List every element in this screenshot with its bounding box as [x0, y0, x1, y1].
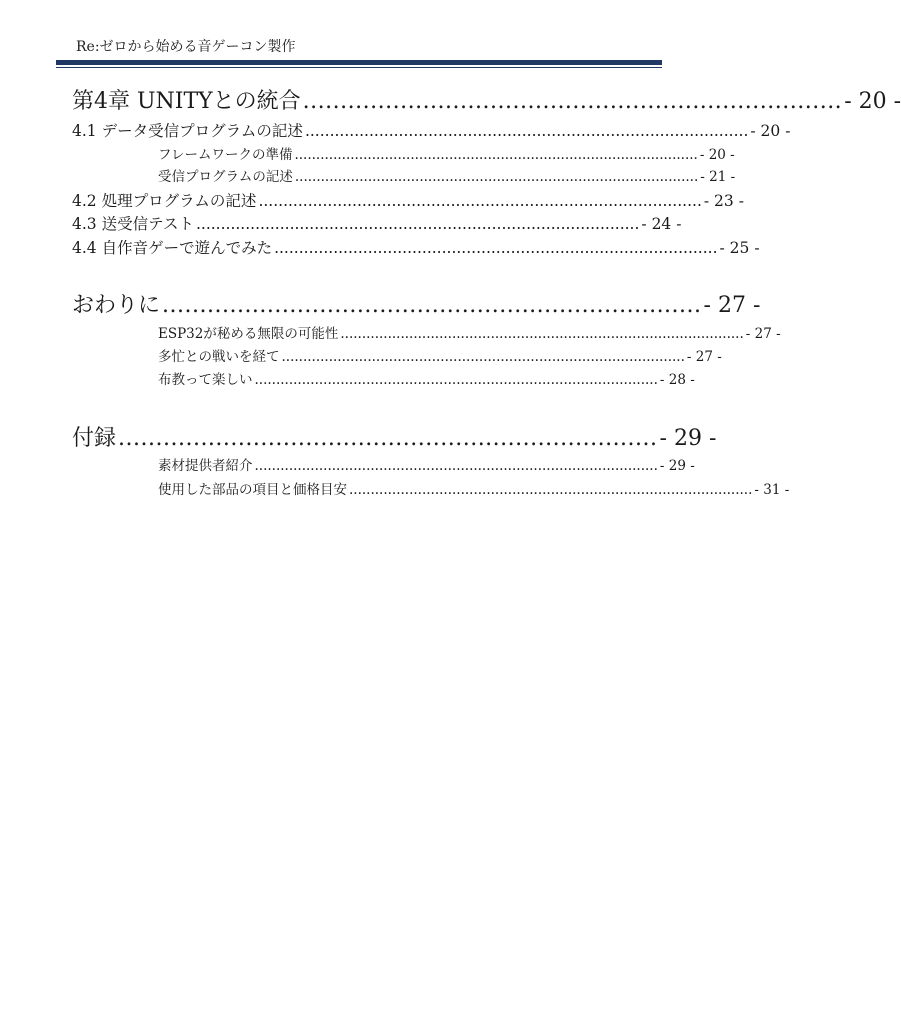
- toc-entry-label: フレームワークの準備: [158, 147, 293, 163]
- toc-entry-label: 多忙との戦いを経て: [158, 349, 280, 365]
- toc-page-number: - 27 -: [686, 349, 722, 365]
- toc-leader-dots: ..........................................................................................: [274, 239, 718, 257]
- toc-page-number: - 21 -: [700, 169, 736, 185]
- toc-entry-label: 4.1 データ受信プログラムの記述: [72, 122, 303, 140]
- header-rule: [56, 60, 662, 65]
- toc-entry-label: 付録: [72, 426, 117, 451]
- toc-page-number: - 28 -: [659, 372, 695, 388]
- toc-entry-label: 受信プログラムの記述: [158, 169, 293, 185]
- header-rule-thin: [56, 67, 662, 68]
- toc-page-number: - 27 -: [703, 293, 761, 318]
- toc-entry-chapter4[interactable]: [72, 88, 901, 116]
- toc-leader-dots: ..............................................................................................: [254, 458, 658, 474]
- toc-entry-section-4-2[interactable]: [72, 190, 744, 212]
- toc-leader-dots: ..............................................................................................: [340, 326, 744, 342]
- toc-page-number: - 23 -: [703, 192, 744, 210]
- toc-leader-dots: ..............................................................................................: [294, 169, 699, 185]
- toc-leader-dots: ........................................................................: [118, 426, 658, 451]
- toc-page-number: - 31 -: [754, 482, 790, 498]
- toc-page-number: - 29 -: [659, 458, 695, 474]
- toc-leader-dots: ..........................................................................................: [258, 192, 702, 210]
- running-header-title: Re:ゼロから始める音ゲーコン製作: [76, 39, 296, 55]
- toc-entry-label: 使用した部品の項目と価格目安: [158, 482, 347, 498]
- toc-entry-appendix[interactable]: [72, 425, 717, 453]
- toc-entry-section-4-1[interactable]: [72, 120, 791, 142]
- toc-entry-subsection-mission[interactable]: [158, 370, 695, 390]
- toc-entry-subsection-framework[interactable]: [158, 145, 735, 165]
- toc-leader-dots: ..............................................................................................: [349, 482, 753, 498]
- toc-entry-subsection-receiver[interactable]: [158, 167, 736, 187]
- toc-entry-label: 第4章 UNITYとの統合: [72, 89, 301, 114]
- toc-entry-subsection-credits[interactable]: [158, 456, 695, 476]
- toc-page-number: - 20 -: [844, 89, 901, 114]
- toc-page-number: - 20 -: [750, 122, 791, 140]
- toc-entry-subsection-parts[interactable]: [158, 480, 790, 500]
- toc-entry-label: 4.4 自作音ゲーで遊んでみた: [72, 239, 273, 257]
- toc-leader-dots: ..............................................................................................: [281, 349, 685, 365]
- toc-page-number: - 25 -: [719, 239, 760, 257]
- toc-leader-dots: ........................................................................: [162, 293, 702, 318]
- toc-leader-dots: ........................................................................: [302, 89, 843, 114]
- toc-entry-label: 素材提供者紹介: [158, 458, 253, 474]
- toc-entry-section-4-3[interactable]: [72, 213, 682, 235]
- toc-entry-label: 布教って楽しい: [158, 372, 253, 388]
- toc-leader-dots: ..........................................................................................: [304, 122, 749, 140]
- toc-entry-label: 4.2 処理プログラムの記述: [72, 192, 257, 210]
- toc-page-number: - 29 -: [659, 426, 717, 451]
- toc-leader-dots: ..............................................................................................: [254, 372, 658, 388]
- toc-page-number: - 20 -: [699, 147, 735, 163]
- toc-leader-dots: ..........................................................................................: [195, 215, 640, 233]
- toc-entry-subsection-busy[interactable]: [158, 347, 722, 367]
- toc-entry-section-4-4[interactable]: [72, 237, 760, 259]
- toc-entry-subsection-esp32[interactable]: [158, 324, 781, 344]
- toc-leader-dots: ..............................................................................................: [294, 147, 698, 163]
- toc-entry-label: 4.3 送受信テスト: [72, 215, 194, 233]
- toc-entry-afterword[interactable]: [72, 292, 761, 320]
- toc-entry-label: ESP32が秘める無限の可能性: [158, 326, 339, 342]
- toc-entry-label: おわりに: [72, 293, 161, 318]
- toc-page-number: - 24 -: [641, 215, 682, 233]
- toc-page-number: - 27 -: [745, 326, 781, 342]
